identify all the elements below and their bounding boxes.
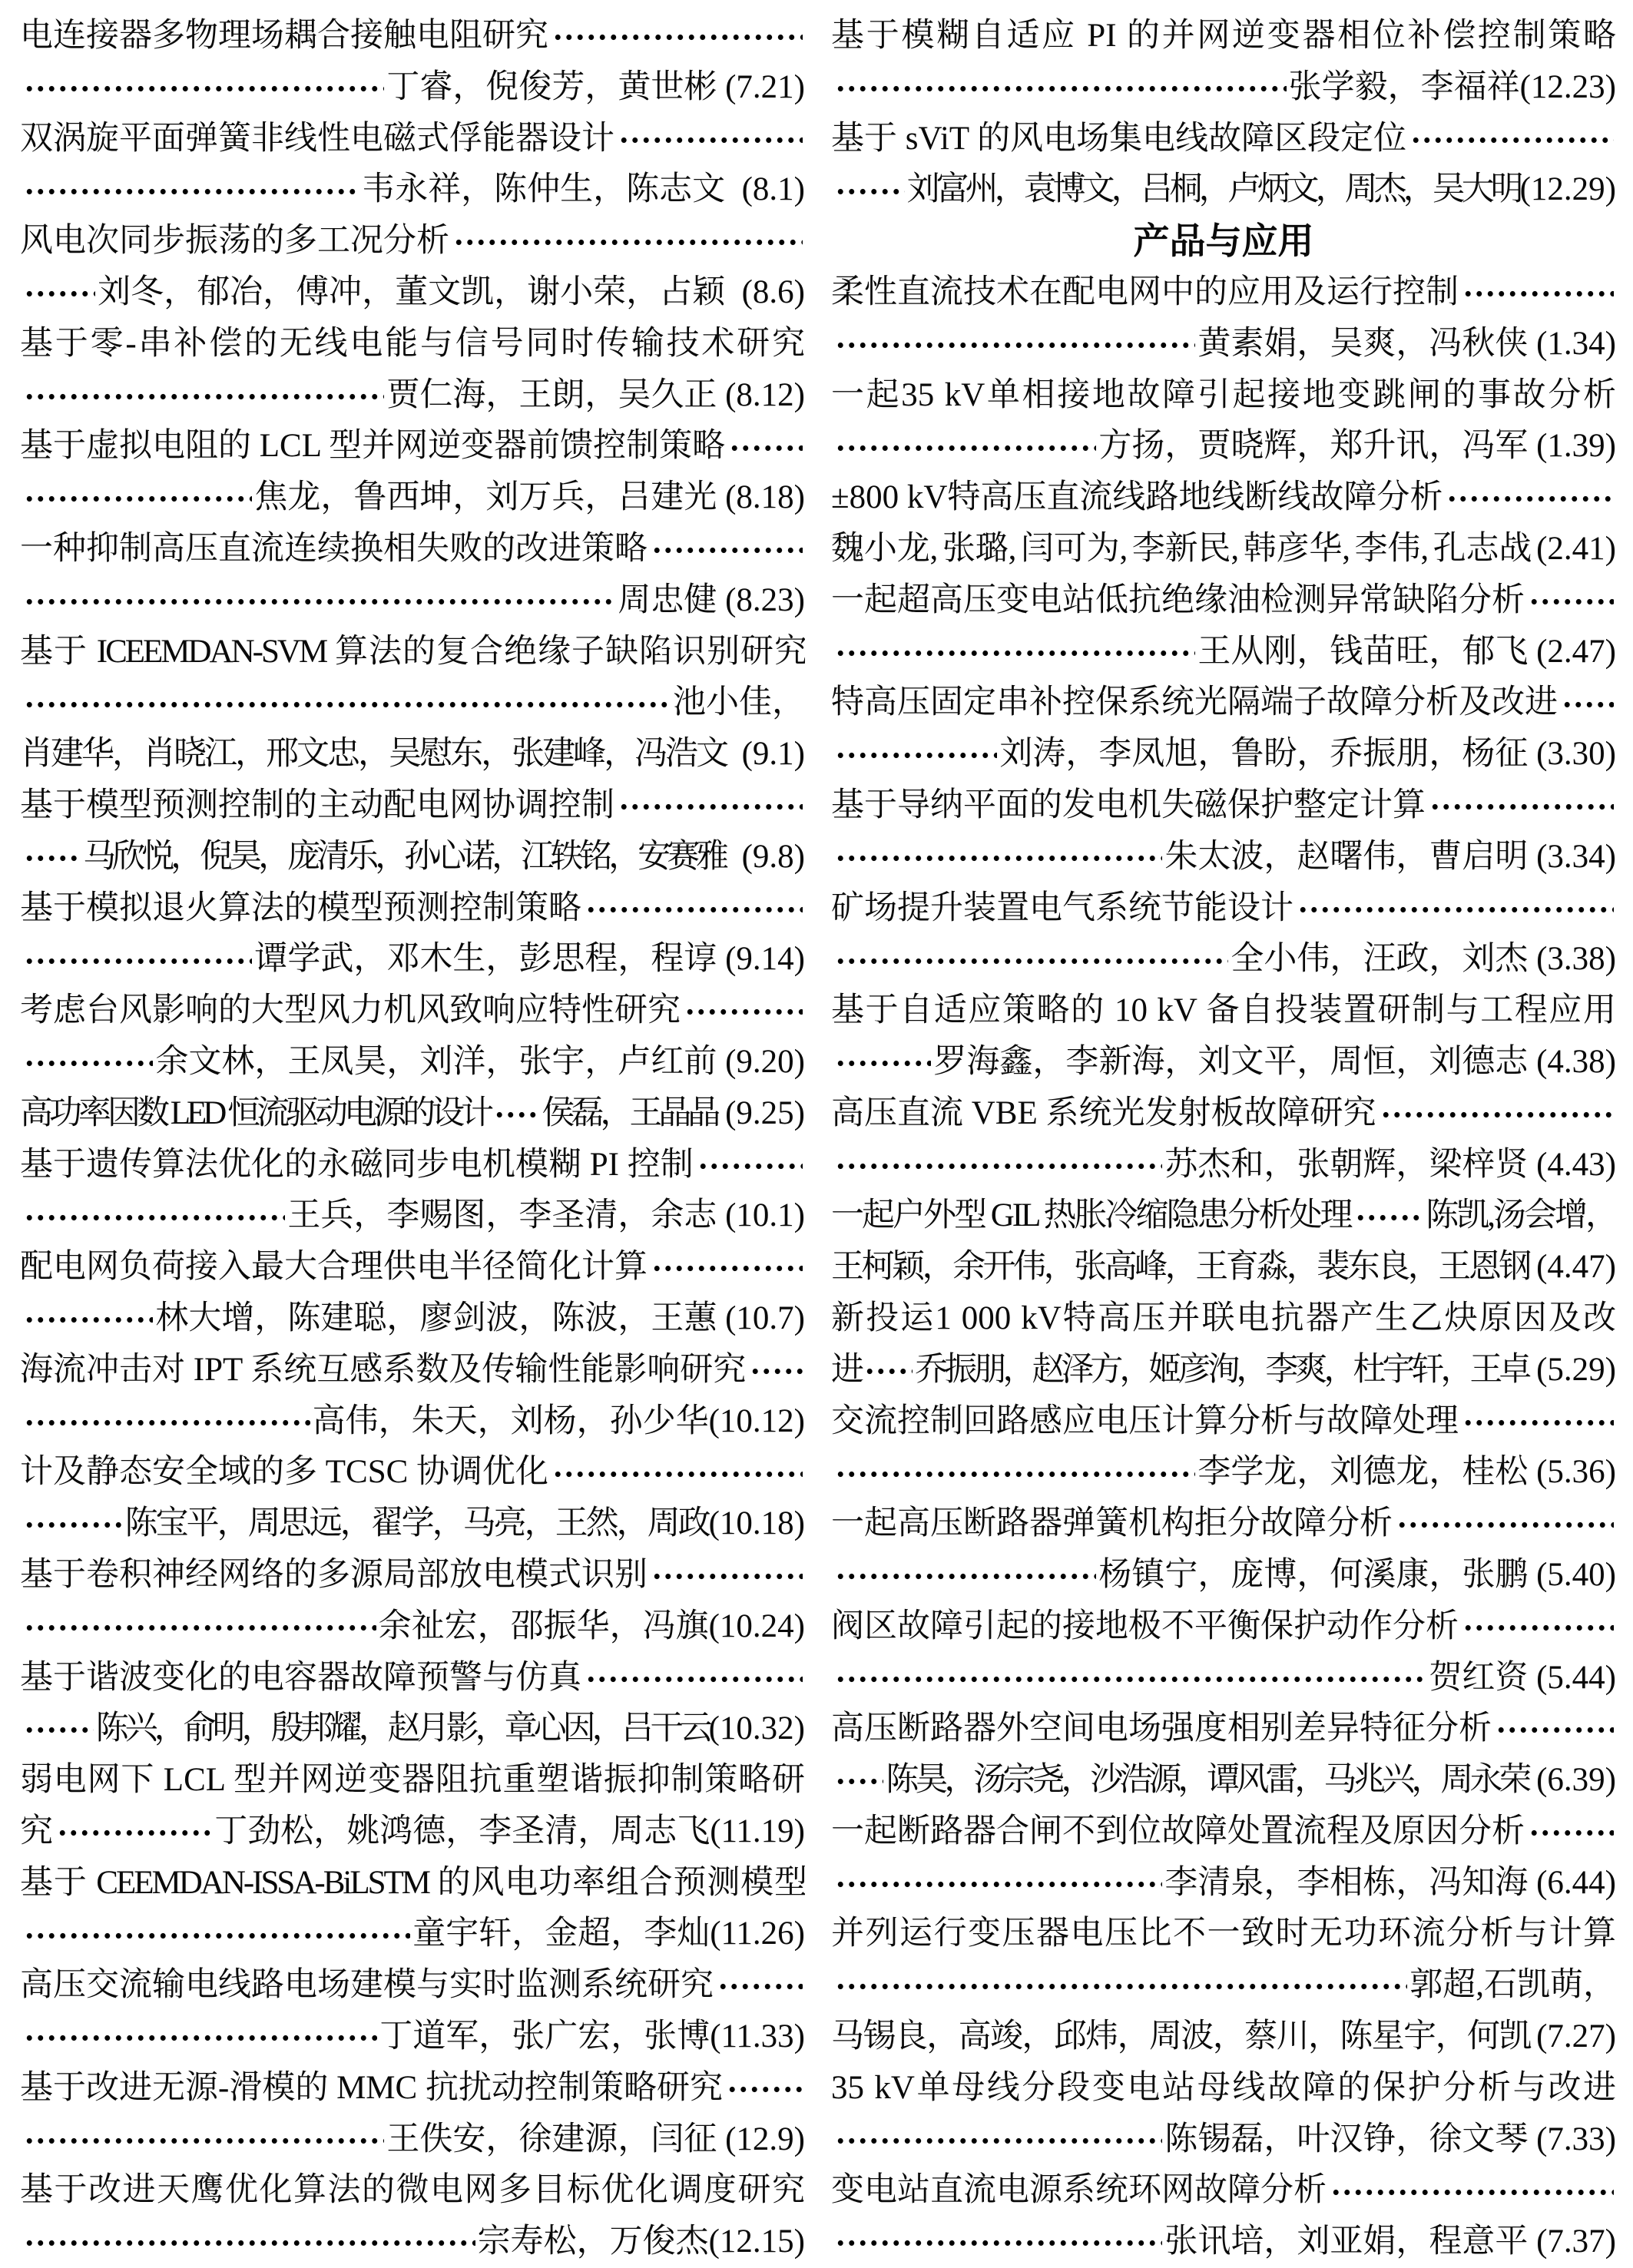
page-number: (9.8) xyxy=(725,838,805,875)
page-number: (5.29) xyxy=(1528,1351,1616,1388)
entry-text: 刘富州，袁博文，吕桐，卢炳文，周杰，吴大明 xyxy=(906,171,1520,208)
toc-entry-line xyxy=(20,934,805,985)
toc-entry-line xyxy=(20,524,805,575)
entry-text: 黄素娟，吴爽，冯秋侠 xyxy=(1197,325,1529,362)
entry-text: 风电次同步振荡的多工况分析 xyxy=(20,223,449,260)
toc-entry-line xyxy=(831,883,1616,935)
page-number: (7.27) xyxy=(1528,2018,1616,2055)
entry-text: 童宇轩，金超，李灿 xyxy=(412,1915,711,1952)
dot-leader xyxy=(22,1703,94,1755)
entry-text: 苏杰和，张朝辉，梁梓贤 xyxy=(1164,1146,1529,1183)
dot-leader xyxy=(1379,1088,1615,1140)
toc-entry-line xyxy=(20,1653,805,1704)
entry-text: 交流控制回路感应电压计算分析与故障处理 xyxy=(831,1402,1459,1439)
page-number: (5.44) xyxy=(1528,1659,1616,1696)
page-number: (11.26) xyxy=(710,1915,805,1952)
toc-entry-line xyxy=(831,62,1616,114)
toc-entry-line xyxy=(831,11,1616,62)
entry-text: 究 xyxy=(20,1813,53,1849)
entry-text-justified: 弱电网下 LCL 型并网逆变器阻抗重塑谐振抑制策略研 xyxy=(20,1762,805,1799)
toc-entry-line xyxy=(831,729,1616,780)
entry-text: 一起超高压变电站低抗绝缘油检测异常缺陷分析 xyxy=(831,581,1525,618)
dot-leader xyxy=(22,677,671,729)
dot-leader xyxy=(617,780,803,832)
toc-entry-line xyxy=(20,1909,805,1960)
page-number: (9.14) xyxy=(717,941,805,978)
dot-leader xyxy=(55,1806,212,1858)
entry-text: 基于模型预测控制的主动配电网协调控制 xyxy=(20,786,614,823)
entry-text: 刘涛，李凤旭，鲁盼，乔振朋，杨征 xyxy=(999,736,1529,773)
entry-text-justified: 魏小龙, 张璐, 闫可为, 李新民, 韩彦华, 李伟, 孔志战 xyxy=(831,530,1529,567)
page-number: (2.41) xyxy=(1528,530,1616,567)
toc-entry-line xyxy=(831,2114,1616,2166)
entry-text: 基于导纳平面的发电机失磁保护整定计算 xyxy=(831,786,1426,823)
entry-text: 一起高压断路器弹簧机构拒分故障分析 xyxy=(831,1505,1393,1542)
entry-text: 乔振朋，赵泽方，姬彦洵，李爽，杜宇轩，王卓 xyxy=(915,1351,1529,1388)
entry-text: ±800 kV特高压直流线路地线断线故障分析 xyxy=(831,479,1443,516)
toc-entry-line xyxy=(831,1806,1616,1858)
toc-entry-line xyxy=(831,1703,1616,1755)
toc-entry-line xyxy=(20,575,805,627)
toc-entry-line xyxy=(20,1242,805,1293)
toc-entry-line xyxy=(20,1806,805,1858)
toc-entry-line xyxy=(20,370,805,422)
entry-text: 池小佳， xyxy=(673,684,805,721)
dot-leader xyxy=(833,1550,1096,1601)
toc-entry-line xyxy=(20,421,805,472)
toc-entry-line xyxy=(831,1653,1616,1704)
dot-leader xyxy=(683,985,803,1037)
dot-leader xyxy=(584,1653,803,1704)
entry-text: 罗海鑫，李新海，刘文平，周恒，刘德志 xyxy=(933,1043,1529,1080)
toc-entry-line xyxy=(20,2114,805,2166)
toc-entry-line xyxy=(20,729,805,780)
dot-leader xyxy=(1461,1396,1614,1448)
entry-text: 高压直流 VBE 系统光发射板故障研究 xyxy=(831,1094,1376,1131)
page-number: (2.47) xyxy=(1528,633,1616,670)
dot-leader xyxy=(22,1190,285,1242)
toc-entry-line xyxy=(20,216,805,267)
dot-leader xyxy=(452,216,803,267)
dot-leader xyxy=(22,472,252,524)
entry-text: 陈锡磊，叶汉铮，徐文琴 xyxy=(1164,2121,1529,2157)
page-number: (10.7) xyxy=(717,1300,805,1336)
toc-entry-line xyxy=(831,1293,1616,1345)
entry-text: 高伟，朱天，刘杨，孙少华 xyxy=(312,1402,709,1439)
entry-text: 刘冬，郁冶，傅冲，董文凯，谢小荣，占颖 xyxy=(98,273,726,310)
page-number: (3.38) xyxy=(1528,941,1616,978)
entry-text: 变电站直流电源系统环网故障分析 xyxy=(831,2172,1327,2209)
dot-leader xyxy=(650,1550,803,1601)
dot-leader xyxy=(1395,1498,1614,1550)
dot-leader xyxy=(833,1447,1195,1498)
toc-entry-line xyxy=(831,1190,1616,1242)
dot-leader xyxy=(833,164,905,216)
entry-text-justified: 基于零-串补偿的无线电能与信号同时传输技术研究 xyxy=(20,325,805,362)
toc-entry-line xyxy=(831,472,1616,524)
page-number: (7.33) xyxy=(1528,2121,1616,2157)
page-number: (9.20) xyxy=(717,1043,805,1080)
entry-text-justified: 肖建华，肖晓江，邢文忠，吴慰东，张建峰，冯浩文 xyxy=(20,736,726,773)
dot-leader xyxy=(833,1960,1407,2011)
page-number: (8.23) xyxy=(717,581,805,618)
entry-text: 全小伟，汪政，刘杰 xyxy=(1231,941,1529,978)
entry-text: 李清泉，李相栋，冯知海 xyxy=(1164,1864,1529,1901)
page-number: (8.1) xyxy=(725,171,805,208)
left-column xyxy=(20,11,805,2268)
toc-entry-line xyxy=(831,1498,1616,1550)
dot-leader xyxy=(22,832,81,883)
entry-text: 余文林，王凤昊，刘洋，张宇，卢红前 xyxy=(155,1043,717,1080)
entry-text-justified: 新投运1 000 kV特高压并联电抗器产生乙炔原因及改 xyxy=(831,1300,1616,1336)
entry-text: 杨镇宁，庞博，何溪康，张鹏 xyxy=(1098,1556,1529,1593)
dot-leader xyxy=(1461,267,1614,319)
entry-text: 宗寿松，万俊杰 xyxy=(477,2223,709,2260)
toc-entry-line xyxy=(831,2063,1616,2114)
entry-text: 陈宝平，周思远，翟学，马亮，王然，周政 xyxy=(124,1505,709,1542)
toc-entry-line xyxy=(20,1858,805,1909)
toc-entry-line xyxy=(20,883,805,935)
dot-leader xyxy=(22,2217,475,2268)
entry-text-justified: 基于模糊自适应 PI 的并网逆变器相位补偿控制策略 xyxy=(831,18,1616,54)
entry-text-justified: 基于 CEEMDAN-ISSA-BiLSTM 的风电功率组合预测模型 xyxy=(20,1864,805,1901)
section-header: 产品与应用 xyxy=(1133,220,1314,262)
page-number: (3.30) xyxy=(1528,736,1616,773)
toc-entry-line xyxy=(20,2063,805,2114)
toc-entry-line xyxy=(831,164,1616,216)
toc-entry-line xyxy=(831,1242,1616,1293)
dot-leader xyxy=(551,11,803,62)
dot-leader xyxy=(22,62,384,114)
dot-leader xyxy=(1560,677,1614,729)
toc-entry-line xyxy=(20,11,805,62)
entry-text: 阀区故障引起的接地极不平衡保护动作分析 xyxy=(831,1607,1459,1644)
toc-entry-line xyxy=(20,1037,805,1088)
toc-entry-line xyxy=(831,627,1616,678)
toc-entry-line xyxy=(20,164,805,216)
dot-leader xyxy=(833,729,997,780)
dot-leader xyxy=(22,934,252,985)
entry-text: 进 xyxy=(831,1351,860,1388)
toc-entry-line xyxy=(20,1960,805,2011)
page-number: (6.44) xyxy=(1528,1864,1616,1901)
entry-text-justified: 马锡良，高竣，邱炜，周波，蔡川，陈星宇，何凯 xyxy=(831,2018,1529,2055)
toc-entry-line xyxy=(831,2011,1616,2063)
toc-entry-line xyxy=(20,677,805,729)
toc-entry-line xyxy=(831,832,1616,883)
dot-leader xyxy=(1445,472,1614,524)
dot-leader xyxy=(22,1498,123,1550)
page-number: (10.1) xyxy=(717,1197,805,1234)
toc-entry-line xyxy=(20,780,805,832)
page-number: (10.12) xyxy=(708,1402,805,1439)
page-number: (5.40) xyxy=(1528,1556,1616,1593)
entry-text: 基于遗传算法优化的永磁同步电机模糊 PI 控制 xyxy=(20,1146,694,1183)
entry-text: 谭学武，邓木生，彭思程，程谆 xyxy=(254,941,717,978)
entry-text: 电连接器多物理场耦合接触电阻研究 xyxy=(20,18,548,54)
entry-text: 计及静态安全域的多 TCSC 协调优化 xyxy=(20,1454,549,1491)
dot-leader xyxy=(833,1037,931,1088)
entry-text: 李学龙，刘德龙，桂松 xyxy=(1197,1454,1529,1491)
toc-entry-line xyxy=(831,1960,1616,2011)
toc-entry-line xyxy=(20,2011,805,2063)
toc-entry-line xyxy=(831,985,1616,1037)
dot-leader xyxy=(833,62,1287,114)
dot-leader xyxy=(22,267,95,319)
page-number: (10.32) xyxy=(708,1710,805,1747)
entry-text: 王兵，李赐图，李圣清，余志 xyxy=(287,1197,717,1234)
entry-text: 配电网负荷接入最大合理供电半径简化计算 xyxy=(20,1249,648,1286)
toc-entry-line xyxy=(831,2217,1616,2268)
page-number: (10.24) xyxy=(708,1607,805,1644)
page-number: (12.9) xyxy=(717,2121,805,2157)
toc-entry-line xyxy=(831,524,1616,575)
dot-leader xyxy=(696,1140,803,1191)
entry-text: 柔性直流技术在配电网中的应用及运行控制 xyxy=(831,273,1459,310)
entry-text: 高压断路器外空间电场强度相别差异特征分析 xyxy=(831,1710,1492,1747)
page-number: (9.1) xyxy=(725,736,805,773)
toc-entry-line xyxy=(831,1909,1616,1960)
entry-text: 余祉宏，邵振华，冯旗 xyxy=(378,1607,709,1644)
dot-leader xyxy=(833,2217,1162,2268)
entry-text: 基于虚拟电阻的 LCL 型并网逆变器前馈控制策略 xyxy=(20,428,726,465)
toc-entry-line xyxy=(831,1088,1616,1140)
entry-text: 高压交流输电线路电场建模与实时监测系统研究 xyxy=(20,1967,714,2004)
page-number: (8.12) xyxy=(717,376,805,413)
dot-leader xyxy=(1527,575,1614,627)
dot-leader xyxy=(833,1653,1426,1704)
entry-text: 丁睿，倪俊芳，黄世彬 xyxy=(386,68,717,105)
dot-leader xyxy=(584,883,803,935)
entry-text: 一起户外型 GIL 热胀冷缩隐患分析处理 xyxy=(831,1197,1351,1234)
entry-text: 一起断路器合闸不到位故障处置流程及原因分析 xyxy=(831,1813,1525,1849)
dot-leader xyxy=(833,934,1228,985)
dot-leader xyxy=(650,1242,803,1293)
dot-leader xyxy=(725,2063,803,2114)
toc-entry-line xyxy=(20,1293,805,1345)
toc-entry-line xyxy=(831,1345,1616,1396)
entry-text: 韦永祥，陈仲生，陈志文 xyxy=(362,171,726,208)
entry-text: 陈凯,汤会增， xyxy=(1426,1197,1616,1234)
dot-leader xyxy=(1428,780,1614,832)
page-number: (10.18) xyxy=(708,1505,805,1542)
dot-leader xyxy=(1409,114,1614,165)
entry-text: 基于改进无源-滑模的 MMC 抗扰动控制策略研究 xyxy=(20,2069,723,2106)
entry-text: 矿场提升装置电气系统节能设计 xyxy=(831,889,1293,926)
dot-leader xyxy=(1296,883,1614,935)
toc-entry-line xyxy=(831,677,1616,729)
page-number: (6.39) xyxy=(1528,1762,1616,1799)
toc-entry-line xyxy=(20,627,805,678)
toc-entry-line xyxy=(831,114,1616,165)
dot-leader xyxy=(617,114,803,165)
entry-text: 基于模拟退火算法的模型预测控制策略 xyxy=(20,889,581,926)
entry-text: 焦龙，鲁西坤，刘万兵，吕建光 xyxy=(254,479,717,516)
toc-entry-line xyxy=(831,1755,1616,1806)
entry-text: 一种抑制高压直流连续换相失败的改进策略 xyxy=(20,530,648,567)
page-number: (4.43) xyxy=(1528,1146,1616,1183)
entry-text-justified: 一起35 kV单相接地故障引起接地变跳闸的事故分析 xyxy=(831,376,1616,413)
entry-text: 丁劲松，姚鸿德，李圣清，周志飞 xyxy=(214,1813,711,1849)
dot-leader xyxy=(22,1037,153,1088)
toc-entry-line xyxy=(831,1447,1616,1498)
dot-leader xyxy=(22,1396,310,1448)
dot-leader xyxy=(748,1345,803,1396)
page-number: (9.25) xyxy=(717,1094,805,1131)
entry-text: 周忠健 xyxy=(618,581,717,618)
entry-text: 海流冲击对 IPT 系统互感系数及传输性能影响研究 xyxy=(20,1351,747,1388)
toc-entry-line xyxy=(831,1550,1616,1601)
entry-text: 马欣悦，倪昊，庞清乐，孙心诺，江轶铭，安赛雅 xyxy=(83,838,726,875)
entry-text-justified: 基于 ICEEMDAN-SVM 算法的复合绝缘子缺陷识别研究 xyxy=(20,633,805,670)
entry-text-justified: 35 kV单母线分段变电站母线故障的保护分析与改进 xyxy=(831,2069,1616,2106)
toc-entry-line xyxy=(831,934,1616,985)
toc-entry-line xyxy=(831,1140,1616,1191)
toc-entry-line xyxy=(831,1601,1616,1653)
entry-text: 贺红资 xyxy=(1429,1659,1529,1696)
toc-entry-line xyxy=(831,575,1616,627)
page-number: (8.6) xyxy=(725,273,805,310)
toc-entry-line xyxy=(20,1601,805,1653)
page-number: (12.15) xyxy=(708,2223,805,2260)
dot-leader xyxy=(22,1909,410,1960)
dot-leader xyxy=(833,627,1195,678)
dot-leader xyxy=(22,1601,376,1653)
toc-entry-line xyxy=(20,1755,805,1806)
dot-leader xyxy=(863,1345,913,1396)
entry-text: 特高压固定串补控保系统光隔端子故障分析及改进 xyxy=(831,684,1558,721)
page-number: (5.36) xyxy=(1528,1454,1616,1491)
toc-entry-line xyxy=(20,267,805,319)
dot-leader xyxy=(833,832,1162,883)
page-number: (12.23) xyxy=(1519,68,1616,105)
entry-text: 王佚安，徐建源，闫征 xyxy=(386,2121,717,2157)
entry-text-justified: 并列运行变压器电压比不一致时无功环流分析与计算 xyxy=(831,1915,1616,1952)
toc-entry-line xyxy=(20,1550,805,1601)
entry-text: 陈昊，汤宗尧，沙浩源，谭风雷，马兆兴，周永荣 xyxy=(886,1762,1529,1799)
dot-leader xyxy=(1353,1190,1424,1242)
entry-text: 丁道军，张广宏，张博 xyxy=(379,2018,711,2055)
dot-leader xyxy=(22,2011,377,2063)
dot-leader xyxy=(650,524,803,575)
dot-leader xyxy=(22,164,359,216)
toc-entry-line xyxy=(20,62,805,114)
toc-entry-line xyxy=(20,1140,805,1191)
toc-entry-line xyxy=(20,114,805,165)
page-number: (7.21) xyxy=(717,68,805,105)
dot-leader xyxy=(833,421,1096,472)
dot-leader xyxy=(716,1960,803,2011)
page-number: (4.47) xyxy=(1528,1249,1616,1286)
dot-leader xyxy=(22,370,384,422)
toc-entry-line xyxy=(831,267,1616,319)
entry-text: 贾仁海，王朗，吴久正 xyxy=(386,376,717,413)
dot-leader xyxy=(1527,1806,1614,1858)
entry-text: 王从刚，钱苗旺，郁飞 xyxy=(1197,633,1529,670)
entry-text: 方扬，贾晓辉，郑升讯，冯军 xyxy=(1098,428,1529,465)
entry-text-justified: 基于改进天鹰优化算法的微电网多目标优化调度研究 xyxy=(20,2172,805,2209)
page-number: (1.34) xyxy=(1528,325,1616,362)
toc-entry-line xyxy=(831,1858,1616,1909)
toc-entry-line xyxy=(20,1345,805,1396)
toc-entry-line xyxy=(831,421,1616,472)
toc-entry-line xyxy=(831,1037,1616,1088)
page-number: (12.29) xyxy=(1519,171,1616,208)
page-number: (3.34) xyxy=(1528,838,1616,875)
page-number: (8.18) xyxy=(717,479,805,516)
entry-text: 基于 sViT 的风电场集电线故障区段定位 xyxy=(831,120,1407,157)
entry-text: 张学毅，李福祥 xyxy=(1288,68,1520,105)
toc-entry-line xyxy=(20,2165,805,2217)
dot-leader xyxy=(1329,2165,1614,2217)
entry-text: 侯磊，王晶晶 xyxy=(542,1094,717,1131)
right-column xyxy=(831,11,1616,2268)
entry-text: 张讯培，刘亚娟，程意平 xyxy=(1164,2223,1529,2260)
dot-leader xyxy=(833,2114,1162,2166)
toc-entry-line xyxy=(20,1396,805,1448)
toc-entry-line xyxy=(831,319,1616,370)
page-number: (7.37) xyxy=(1528,2223,1616,2260)
dot-leader xyxy=(22,2114,384,2166)
entry-text: 高功率因数 LED 恒流驱动电源的设计 xyxy=(20,1094,491,1131)
entry-text: 基于卷积神经网络的多源局部放电模式识别 xyxy=(20,1556,648,1593)
entry-text: 林大增，陈建聪，廖剑波，陈波，王蕙 xyxy=(155,1300,717,1336)
dot-leader xyxy=(22,1293,153,1345)
entry-text: 双涡旋平面弹簧非线性电磁式俘能器设计 xyxy=(20,120,614,157)
page-number: (11.33) xyxy=(710,2018,805,2055)
dot-leader xyxy=(1494,1703,1614,1755)
toc-entry-line xyxy=(20,472,805,524)
toc-entry-line xyxy=(20,985,805,1037)
entry-text: 陈兴，俞明，殷邦耀，赵月影，章心因，吕干云 xyxy=(95,1710,709,1747)
toc-entry-line xyxy=(831,2165,1616,2217)
dot-leader xyxy=(492,1088,539,1140)
dot-leader xyxy=(727,421,803,472)
toc-entry-line xyxy=(20,1190,805,1242)
dot-leader xyxy=(833,319,1195,370)
toc-entry-line xyxy=(20,1498,805,1550)
toc-entry-line xyxy=(20,1088,805,1140)
toc-entry-line xyxy=(831,370,1616,422)
entry-text: 考虑台风影响的大型风力机风致响应特性研究 xyxy=(20,992,681,1029)
dot-leader xyxy=(551,1447,803,1498)
toc-entry-line xyxy=(831,1396,1616,1448)
entry-text-justified: 王柯颖，余开伟，张高峰，王育淼，裴东良，王恩钢 xyxy=(831,1249,1529,1286)
page-number: (4.38) xyxy=(1528,1043,1616,1080)
dot-leader xyxy=(22,575,615,627)
dot-leader xyxy=(1461,1601,1614,1653)
toc-entry-line xyxy=(20,1703,805,1755)
dot-leader xyxy=(833,1140,1162,1191)
dot-leader xyxy=(833,1755,883,1806)
toc-entry-line xyxy=(20,832,805,883)
page-number: (11.19) xyxy=(710,1813,805,1849)
entry-text: 基于谐波变化的电容器故障预警与仿真 xyxy=(20,1659,581,1696)
toc-entry-line xyxy=(20,1447,805,1498)
entry-text: 朱太波，赵曙伟，曹启明 xyxy=(1164,838,1529,875)
page-number: (1.39) xyxy=(1528,428,1616,465)
dot-leader xyxy=(833,1858,1162,1909)
entry-text: 郭超,石凯萌， xyxy=(1409,1967,1616,2004)
toc-entry-line xyxy=(831,780,1616,832)
toc-entry-line xyxy=(20,2217,805,2268)
entry-text-justified: 基于自适应策略的 10 kV 备自投装置研制与工程应用 xyxy=(831,992,1616,1029)
toc-entry-line xyxy=(20,319,805,370)
